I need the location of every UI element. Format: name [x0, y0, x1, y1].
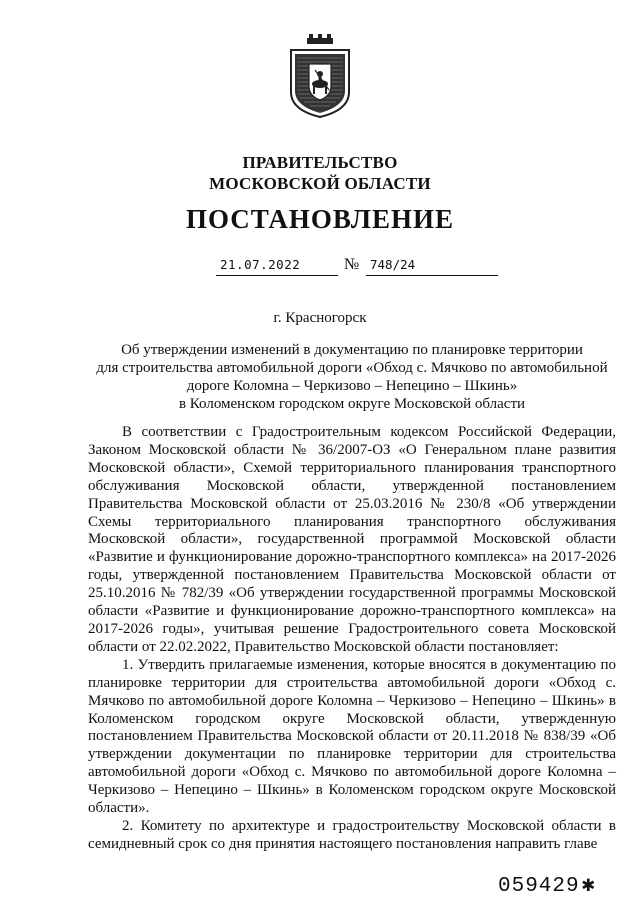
document-body: [88, 424, 616, 854]
body-paragraph-item2: 2. Комитету по архитектуре и градостроительству Московской области в семидневный срок со дня принятия настоящего постановления направить главе: [88, 817, 616, 852]
subject-line4: в Коломенском городском округе Московской области: [178, 396, 526, 412]
subject-line2: для строительства автомобильной дороги «Обход с. Мячково по автомобильной: [96, 360, 608, 376]
serial-number: 059429: [498, 875, 580, 898]
number-sign: №: [344, 256, 360, 273]
body-paragraph-preamble: В соответствии с Градостроительным кодексом Российской Федерации, Законом Московской области № 36/2007-ОЗ «О Генеральном плане развития Московской области», Схемой территориального планирования транспортного обслуживания Московской области, утвержденной постановлением Правительства Московской области от 25.03.2016 № 230/8 «Об утверждении Схемы территориального планирования транспортного обслуживания Московской области», государственной программой Московской области «Развитие и функционирование дорожно-транспортного комплекса» на 2017-2026 годы, утвержденной постановлением Правительства Московской области от 25.10.2016 № 782/39 «Об утверждении государственной программы Московской области «Развитие и функционирование дорожно-транспортного комплекса» на 2017-2026 годы», учитывая решение Градостроительного совета Московской области от 22.02.2022, Правительство Московской области постановляет:: [88, 424, 616, 655]
asterisk-icon: ✱: [581, 873, 596, 898]
date-field: [216, 257, 338, 276]
number-field: [366, 257, 498, 276]
document-date: 21.07.2022: [220, 257, 301, 272]
government-name-line2: МОСКОВСКОЙ ОБЛАСТИ: [209, 174, 431, 193]
body-paragraph-item1: 1. Утвердить прилагаемые изменения, которые вносятся в документацию по планировке территории для строительства автомобильной дороги «Обход с. Мячково по автомобильной дороге Коломна – Черкизово – Непецино – Шкинь» в Коломенском городском округе Московской области, утвержденную постановлением Правительства Московской области от 20.11.2018 № 838/39 «Об утверждении документации по планировке территории для строительства автомобильной дороги «Обход с. Мячково по автомобильной дороге Коломна – Черкизово – Непецино – Шкинь» в Коломенском городском округе Московской области».: [88, 656, 616, 817]
registration-line: [0, 257, 640, 281]
document-type-title: ПОСТАНОВЛЕНИЕ: [185, 204, 455, 234]
serial-stamp: [498, 872, 596, 898]
government-name-line1: ПРАВИТЕЛЬСТВО: [242, 153, 398, 172]
subject-line3: дороге Коломна – Черкизово – Непецино – Шкинь»: [186, 378, 518, 394]
subject-line1: Об утверждении изменений в документацию по планировке территории: [121, 342, 583, 358]
document-number: 748/24: [370, 257, 416, 272]
city-name: г. Красногорск: [273, 310, 367, 326]
coat-of-arms-icon: [285, 34, 355, 118]
